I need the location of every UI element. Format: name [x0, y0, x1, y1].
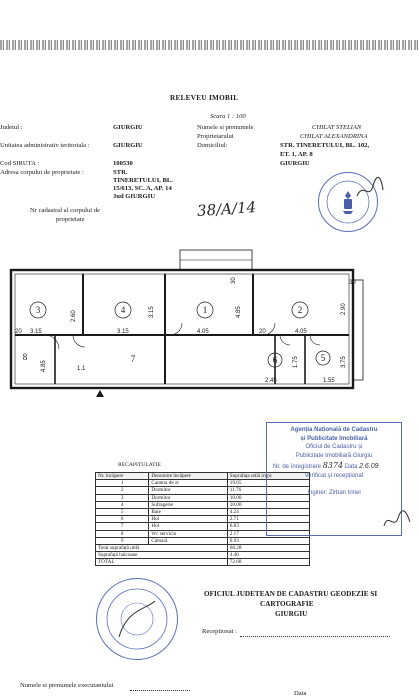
office-line-1: OFICIUL JUDETEAN DE CADASTRU GEODEZIE SI [204, 590, 378, 598]
uat-label: Unitatea administrativ teritoriala : [0, 142, 90, 149]
agency-line-2: și Publicitate Imobiliară [300, 435, 368, 442]
col-header-denumire: Denumire încăpere [149, 473, 227, 480]
owner-name-2: CHILAT ALEXANDRINA [300, 133, 368, 140]
dim-260: 2.60 [71, 310, 77, 322]
scale-label: Scara 1 : 100 [210, 113, 246, 120]
scan-band [0, 40, 419, 50]
dim-405-b: 4.05 [295, 329, 307, 335]
cell: 4 [96, 501, 149, 508]
dim-315-b: 3.15 [117, 329, 129, 335]
cell: 8 [96, 530, 149, 537]
dim-405-a: 4.05 [197, 329, 209, 335]
dim-245: 2.45 [265, 378, 277, 384]
cell: Baie [149, 508, 227, 515]
cell: TOTAL [96, 559, 228, 566]
cell: 11.76 [227, 487, 309, 494]
dim-315-c: 3.15 [149, 306, 155, 318]
siruta-value: 100530 [113, 160, 133, 167]
cell: 10.00 [227, 494, 309, 501]
room-6-num: 6 [272, 355, 278, 365]
cell: Cămară [149, 537, 227, 544]
address-label: Adresa corpului de proprietate : [0, 169, 84, 176]
inspector-text: Inginer: Zirban Irinel [307, 489, 361, 496]
room-4-num: 4 [120, 305, 126, 315]
executant-label: Numele si prenumele executantului [20, 682, 114, 689]
address-line-1: STR. [113, 169, 128, 176]
cell: 4.24 [227, 508, 309, 515]
cell: 7 [96, 523, 149, 530]
cadastral-label-1: Nr cadastral al corpului de [30, 207, 100, 214]
domicile-label: Domiciliul: [197, 142, 228, 149]
agency-line-4: Publicitate Imobiliară Giurgiu [295, 452, 373, 459]
cell: 72.68 [227, 559, 309, 566]
cell: 5 [96, 508, 149, 515]
address-line-2: TINERETULUI, BL. [113, 177, 173, 184]
date-label: Data [344, 464, 358, 471]
cell: 2.71 [227, 516, 309, 523]
dim-485: 4.85 [236, 306, 242, 318]
cell: 3 [96, 494, 149, 501]
date-hand: 2.6.09 [359, 463, 379, 471]
cell: 0.93 [227, 537, 309, 544]
cell: 6 [96, 516, 149, 523]
total-row [96, 544, 310, 551]
col-header-suprafata: Suprafața utilă (mp) [227, 473, 309, 480]
domicile-line-2: ET. 1, AP. 8 [280, 151, 313, 158]
cell: Camera de zi [149, 480, 227, 487]
recap-title: RECAPITULATIE [118, 462, 161, 468]
executant-line [130, 690, 190, 691]
room-8-num: 8 [22, 352, 28, 362]
dim-485-b: 4.85 [41, 360, 47, 372]
dim-315-a: 3.15 [30, 329, 42, 335]
siruta-label: Cod SIRUTA : [0, 160, 40, 167]
reg-label: Nr. de înregistrare [273, 464, 322, 471]
room-5-num: 5 [320, 353, 326, 363]
cell: Total suprafață utilă [96, 544, 228, 551]
cell: Hol [149, 516, 227, 523]
cell: Wc serviciu [149, 530, 227, 537]
signature-icon [382, 508, 412, 532]
round-stamp-bottom [96, 578, 178, 660]
cadastral-handwritten: 38/A/14 [196, 197, 257, 221]
cell: Sufragerie [149, 501, 227, 508]
judet-value: GIURGIU [113, 124, 143, 131]
cell: 19.65 [227, 480, 309, 487]
total-row [96, 552, 310, 559]
room-2-num: 2 [297, 305, 303, 315]
owner-name-label: Numele si prenumele [197, 124, 254, 131]
floor-plan [5, 240, 365, 400]
data-label: Data [294, 690, 307, 697]
cell: Dormitor [149, 487, 227, 494]
owner-label: Proprietarului [197, 133, 234, 140]
cell: 2 [96, 487, 149, 494]
cell: 2.17 [227, 530, 309, 537]
dim-30-right: 30 [349, 280, 356, 286]
owner-name-1: CHILAT STELIAN [312, 124, 362, 131]
cell: 10.00 [227, 501, 309, 508]
cadastral-label-2: proprietate [56, 216, 85, 223]
dim-20-left: 20 [15, 329, 22, 335]
address-line-4: Jud GIURGIU [113, 193, 155, 200]
verified-text: Verificat și recepționat [304, 472, 364, 479]
dim-11: 1.1 [77, 366, 86, 372]
reception-line [240, 636, 390, 637]
address-line-3: 15/613, SC. A, AP. 14 [113, 185, 172, 192]
cell: 1 [96, 480, 149, 487]
reception-label: Receptionat : [202, 628, 237, 635]
room-7-num: 7 [130, 354, 136, 364]
agency-line-3: Oficiul de Cadastru și [305, 444, 363, 451]
dim-20-right: 20 [259, 329, 266, 335]
room-3-num: 3 [35, 305, 41, 315]
document-title: RELEVEU IMOBIL [170, 94, 239, 102]
dim-155: 1.55 [323, 378, 335, 384]
cell: Dormitor [149, 494, 227, 501]
reg-hand: 8374 [322, 461, 344, 471]
cell: Suprafață balcoane [96, 552, 228, 559]
room-1-num: 1 [202, 305, 208, 315]
agency-line-1: Agenția Națională de Cadastru [290, 427, 378, 433]
total-row [96, 559, 310, 566]
dim-175: 1.75 [293, 356, 299, 368]
dim-30-top: 30 [231, 277, 237, 284]
office-line-3: GIURGIU [275, 610, 308, 618]
dim-375: 3.75 [341, 356, 347, 368]
cell: 68.28 [227, 544, 309, 551]
dim-290: 2.90 [341, 303, 347, 315]
cell: 4.40 [227, 552, 309, 559]
table-row [96, 537, 310, 544]
cell: 6.83 [227, 523, 309, 530]
cell: Hol [149, 523, 227, 530]
judet-label: Judetul : [0, 124, 23, 131]
office-line-2: CARTOGRAFIE [260, 600, 314, 608]
domicile-line-3: GIURGIU [280, 160, 310, 167]
domicile-line-1: STR. TINERETULUI, BL. 102, [280, 142, 370, 149]
signature-scribble-icon [355, 172, 385, 202]
col-header-nr: Nr. încăpere [96, 473, 149, 480]
uat-value: GIURGIU [113, 142, 143, 149]
stamp-emblem-icon [97, 579, 177, 659]
cell: 9 [96, 537, 149, 544]
